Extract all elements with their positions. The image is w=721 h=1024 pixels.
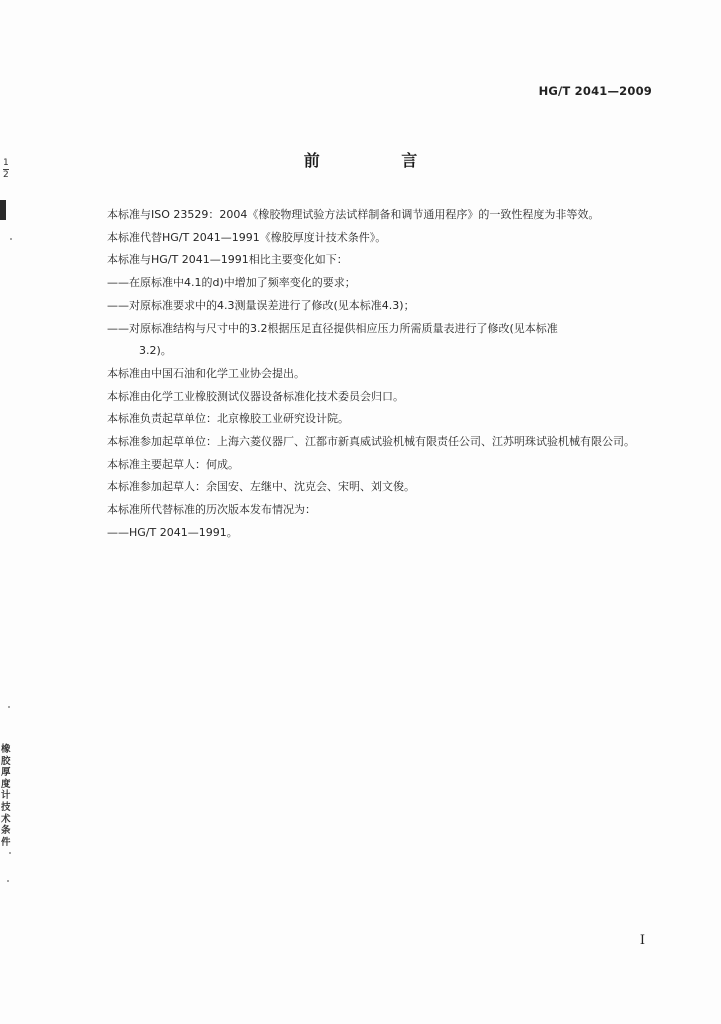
page-number: I bbox=[639, 933, 645, 948]
list-item-change-1: ——在原标准中4.1的d)中增加了频率变化的要求； bbox=[107, 276, 356, 290]
standard-code: HG/T 2041—2009 bbox=[538, 84, 652, 98]
paragraph-proposed-by: 本标准由中国石油和化学工业协会提出。 bbox=[107, 366, 305, 380]
paragraph-participating-units: 本标准参加起草单位：上海六菱仪器厂、江都市新真威试验机械有限责任公司、江苏明珠试验机械有限公司。 bbox=[107, 435, 635, 449]
list-item-change-3-cont: 3.2)。 bbox=[139, 344, 172, 358]
paragraph-history-intro: 本标准所代替标准的历次版本发布情况为： bbox=[107, 503, 316, 517]
list-item-history: ——HG/T 2041—1991。 bbox=[107, 525, 238, 539]
scan-speck bbox=[7, 880, 9, 882]
paragraph-participating-drafters: 本标准参加起草人：余国安、左继中、沈克会、宋明、刘文俊。 bbox=[107, 480, 415, 494]
side-label: 橡胶厚度计技术条件 bbox=[1, 744, 11, 848]
margin-page-mark-2: 2 bbox=[3, 170, 9, 180]
paragraph-replaces: 本标准代替HG/T 2041—1991《橡胶厚度计技术条件》。 bbox=[107, 230, 387, 244]
paragraph-equivalence: 本标准与ISO 23529：2004《橡胶物理试验方法试样制备和调节通用程序》的一致性程度为非等效。 bbox=[107, 208, 600, 221]
list-item-change-3: ——对原标准结构与尺寸中的3.2根据压足直径提供相应压力所需质量表进行了修改(见本标准 bbox=[107, 321, 558, 335]
paragraph-main-drafter: 本标准主要起草人：何成。 bbox=[107, 457, 239, 471]
list-item-change-2: ——对原标准要求中的4.3测量误差进行了修改(见本标准4.3)； bbox=[107, 298, 415, 312]
foreword-body bbox=[85, 204, 655, 545]
paragraph-drafting-unit: 本标准负责起草单位：北京橡胶工业研究设计院。 bbox=[107, 412, 349, 426]
paragraph-centralized-by: 本标准由化学工业橡胶测试仪器设备标准化技术委员会归口。 bbox=[107, 389, 404, 403]
page-title: 前 言 bbox=[303, 151, 456, 170]
margin-page-mark-1: 1 bbox=[3, 158, 9, 168]
scan-speck bbox=[10, 238, 12, 240]
scan-speck bbox=[8, 706, 10, 708]
paragraph-changes-intro: 本标准与HG/T 2041—1991相比主要变化如下： bbox=[107, 253, 348, 267]
binding-mark bbox=[0, 200, 6, 220]
scan-speck bbox=[9, 852, 11, 854]
